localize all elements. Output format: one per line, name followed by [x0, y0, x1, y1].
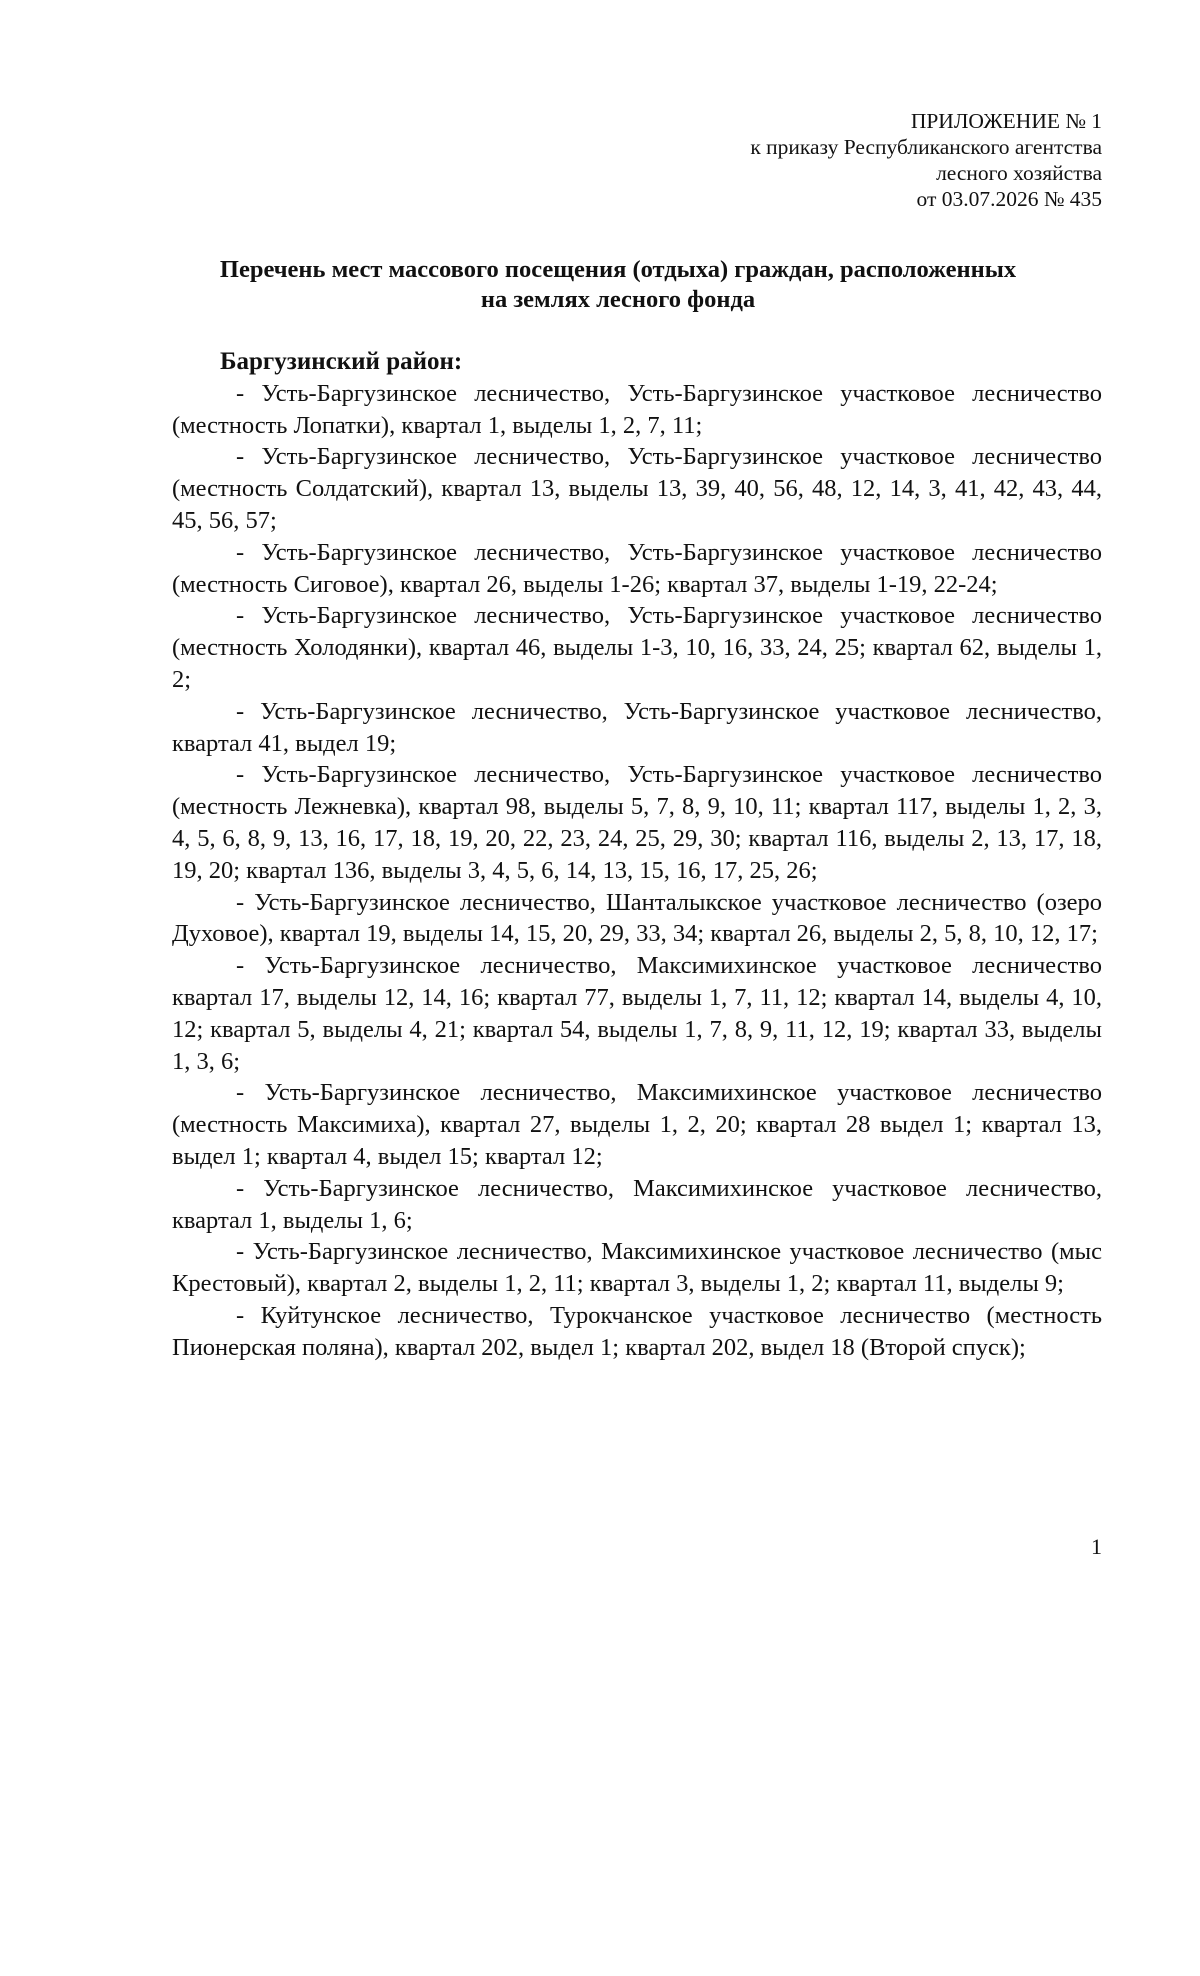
appendix-header [750, 108, 1102, 212]
appendix-order-ref: к приказу Республиканского агентства [750, 135, 1102, 159]
list-item: - Усть-Баргузинское лесничество, Усть-Баргузинское участковое лесничество (местность Сиговое), квартал 26, выделы 1-26; квартал 37, выделы 1-19, 22-24; [172, 538, 1102, 598]
district-heading: Баргузинский район: [220, 348, 463, 375]
document-body [172, 346, 1102, 1364]
page-number: 1 [1091, 1534, 1102, 1559]
list-item: - Куйтунское лесничество, Турокчанское участковое лесничество (местность Пионерская поляна), квартал 202, выдел 1; квартал 202, выдел 18 (Второй спуск); [172, 1301, 1102, 1361]
list-item: - Усть-Баргузинское лесничество, Максимихинское участковое лесничество, квартал 1, выделы 1, 6; [172, 1174, 1102, 1234]
document-title [150, 255, 1086, 315]
list-item: - Усть-Баргузинское лесничество, Усть-Баргузинское участковое лесничество (местность Холодянки), квартал 46, выделы 1-3, 10, 16, 33, 24, 25; квартал 62, выделы 1, 2; [172, 602, 1102, 693]
list-item: - Усть-Баргузинское лесничество, Шанталыкское участковое лесничество (озеро Духовое), квартал 19, выделы 14, 15, 20, 29, 33, 34; квартал 26, выделы 2, 5, 8, 10, 12, 17; [172, 888, 1102, 948]
list-item: - Усть-Баргузинское лесничество, Максимихинское участковое лесничество квартал 17, выделы 12, 14, 16; квартал 77, выделы 1, 7, 11, 12; квартал 14, выделы 4, 10, 12; квартал 5, выделы 4, 21; квартал 54, выделы 1, 7, 8, 9, 11, 12, 19; квартал 33, выделы 1, 3, 6; [172, 952, 1102, 1075]
list-item: - Усть-Баргузинское лесничество, Усть-Баргузинское участковое лесничество (местность Лопатки), квартал 1, выделы 1, 2, 7, 11; [172, 379, 1102, 439]
document-title-line-1: Перечень мест массового посещения (отдыха) граждан, расположенных [219, 256, 1017, 283]
list-item: - Усть-Баргузинское лесничество, Усть-Баргузинское участковое лесничество, квартал 41, выдел 19; [172, 697, 1102, 757]
appendix-agency: лесного хозяйства [936, 161, 1102, 185]
appendix-number: ПРИЛОЖЕНИЕ № 1 [910, 109, 1102, 133]
list-item: - Усть-Баргузинское лесничество, Максимихинское участковое лесничество (мыс Крестовый), квартал 2, выделы 1, 2, 11; квартал 3, выделы 1, 2; квартал 11, выделы 9; [172, 1238, 1102, 1298]
list-item: - Усть-Баргузинское лесничество, Усть-Баргузинское участковое лесничество (местность Лежневка), квартал 98, выделы 5, 7, 8, 9, 10, 11; квартал 117, выделы 1, 2, 3, 4, 5, 6, 8, 9, 13, 16, 17, 18, 19, 20, 22, 23, 24, 25, 29, 30; квартал 116, выделы 2, 13, 17, 18, 19, 20; квартал 136, выделы 3, 4, 5, 6, 14, 13, 15, 16, 17, 25, 26; [172, 761, 1102, 884]
list-item: - Усть-Баргузинское лесничество, Максимихинское участковое лесничество (местность Максимиха), квартал 27, выделы 1, 2, 20; квартал 28 выдел 1; квартал 13, выдел 1; квартал 4, выдел 15; квартал 12; [172, 1079, 1102, 1170]
document-title-line-2: на землях лесного фонда [480, 286, 756, 313]
appendix-date: от 03.07.2026 № 435 [916, 187, 1102, 211]
list-item: - Усть-Баргузинское лесничество, Усть-Баргузинское участковое лесничество (местность Солдатский), квартал 13, выделы 13, 39, 40, 56, 48, 12, 14, 3, 41, 42, 43, 44, 45, 56, 57; [172, 443, 1102, 534]
